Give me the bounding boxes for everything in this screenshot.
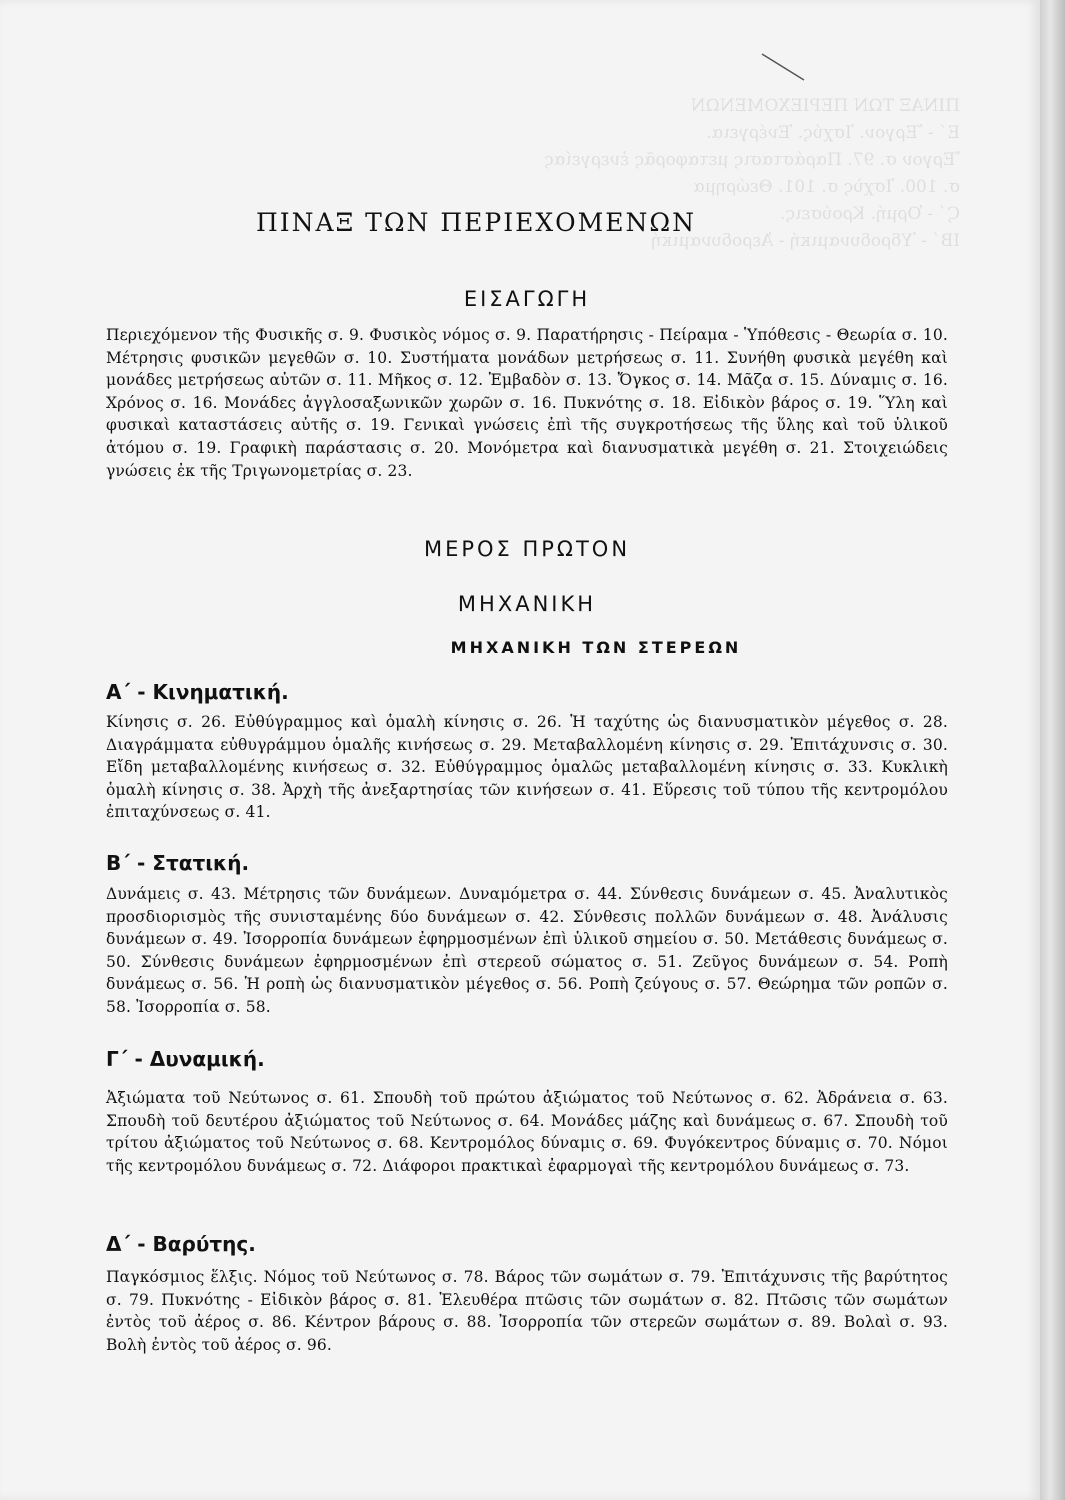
page-edge [1040, 0, 1065, 1500]
section-heading-statics: Β΄ - Στατική. [106, 851, 250, 875]
section-heading-kinematics: Α΄ - Κινηματική. [106, 680, 289, 704]
page-title: ΠΙΝΑΞ ΤΩΝ ΠΕΡΙΕΧΟΜΕΝΩΝ [256, 208, 696, 237]
section-text-gravity: Παγκόσμιος ἕλξις. Νόμος τοῦ Νεύτωνος σ. 78. Βάρος τῶν σωμάτων σ. 79. Ἐπιτάχυνσις τῆς βαρύτητος σ. 79. Πυκνότης - Εἰδικὸν βάρος σ. 81. Ἐλευθέρα πτῶσις τῶν σωμάτων σ. 82. Πτῶσις τῶν σωμάτων ἐντὸς τοῦ ἀέρος σ. 86. Κέντρον βάρους σ. 88. Ἰσορροπία τῶν στερεῶν σωμάτων σ. 89. Βολαὶ σ. 93. Βολὴ ἐντὸς τοῦ ἀέρος σ. 96. [106, 1268, 948, 1354]
part-subheading: ΜΗΧΑΝΙΚΗ ΤΩΝ ΣΤΕΡΕΩΝ [450, 638, 742, 657]
section-heading-dynamics: Γ΄ - Δυναμική. [106, 1047, 265, 1071]
pen-mark [760, 50, 820, 90]
section-text-statics: Δυνάμεις σ. 43. Μέτρησις τῶν δυνάμεων. Δυναμόμετρα σ. 44. Σύνθεσις δυνάμεων σ. 45. Ἀναλυτικὸς προσδιορισμὸς τῆς συνισταμένης δύο δυνάμεων σ. 42. Σύνθεσις πολλῶν δυνάμεων σ. 48. Ἀνάλυσις δυνάμεων σ. 49. Ἰσορροπία δυνάμεων ἐφηρμοσμένων ἐπὶ ὑλικοῦ σημείου σ. 50. Μετάθεσις δυνάμεως σ. 50. Σύνθεσις δυνάμεων ἐφηρμοσμένων ἐπὶ στερεοῦ σώματος σ. 51. Ζεῦγος δυνάμεων σ. 54. Ροπὴ δυνάμεως σ. 56. Ἡ ροπὴ ὡς διανυσματικὸν μέγεθος σ. 56. Ροπὴ ζεύγους σ. 57. Θεώρημα τῶν ροπῶν σ. 58. Ἰσορροπία σ. 58. [106, 885, 948, 1016]
part-heading: ΜΕΡΟΣ ΠΡΩΤΟΝ [423, 537, 631, 561]
introduction-heading: ΕΙΣΑΓΩΓΗ [463, 287, 591, 311]
section-heading-gravity: Δ΄ - Βαρύτης. [106, 1232, 256, 1256]
introduction-text: Περιεχόμενον τῆς Φυσικῆς σ. 9. Φυσικὸς νόμος σ. 9. Παρατήρησις - Πείραμα - Ὑπόθεσις - Θεωρία σ. 10. Μέτρησις φυσικῶν μεγεθῶν σ. 10. Συστήματα μονάδων μετρήσεως σ. 11. Συνήθη φυσικὰ μεγέθη καὶ μονάδες μετρήσεως αὐτῶν σ. 11. Μῆκος σ. 12. Ἐμβαδὸν σ. 13. Ὄγκος σ. 14. Μᾶζα σ. 15. Δύναμις σ. 16. Χρόνος σ. 16. Μονάδες ἀγγλοσαξωνικῶν χωρῶν σ. 16. Πυκνότης σ. 18. Εἰδικὸν βάρος σ. 19. Ὕλη καὶ φυσικαὶ καταστάσεις αὐτῆς σ. 19. Γενικαὶ γνώσεις ἐπὶ τῆς συγκροτήσεως τῆς ὕλης καὶ τοῦ ὑλικοῦ ἀτόμου σ. 19. Γραφικὴ παράστασις σ. 20. Μονόμετρα καὶ διανυσματικὰ μεγέθη σ. 21. Στοιχειώδεις γνώσεις ἐκ τῆς Τριγωνομετρίας σ. 23. [106, 326, 948, 480]
section-text-dynamics: Ἀξιώματα τοῦ Νεύτωνος σ. 61. Σπουδὴ τοῦ πρώτου ἀξιώματος τοῦ Νεύτωνος σ. 62. Ἀδράνεια σ. 63. Σπουδὴ τοῦ δευτέρου ἀξιώματος τοῦ Νεύτωνος σ. 64. Μονάδες μάζης καὶ δυνάμεως σ. 67. Σπουδὴ τοῦ τρίτου ἀξιώματος τοῦ Νεύτωνος σ. 68. Κεντρομόλος δύναμις σ. 69. Φυγόκεντρος δύναμις σ. 70. Νόμοι τῆς κεντρομόλου δυνάμεως σ. 72. Διάφοροι πρακτικαὶ ἐφαρμογαὶ τῆς κεντρομόλου δυνάμεως σ. 73. [106, 1089, 948, 1175]
section-text-kinematics: Κίνησις σ. 26. Εὐθύγραμμος καὶ ὁμαλὴ κίνησις σ. 26. Ἡ ταχύτης ὡς διανυσματικὸν μέγεθος σ. 28. Διαγράμματα εὐθυγράμμου ὁμαλῆς κινήσεως σ. 29. Μεταβαλλομένη κίνησις σ. 29. Ἐπιτάχυνσις σ. 30. Εἴδη μεταβαλλομένης κινήσεως σ. 32. Εὐθύγραμμος ὁμαλῶς μεταβαλλομένη κίνησις σ. 33. Κυκλικὴ ὁμαλὴ κίνησις σ. 38. Ἀρχὴ τῆς ἀνεξαρτησίας τῶν κινήσεων σ. 41. Εὕρεσις τοῦ τύπου τῆς κεντρομόλου ἐπιταχύνσεως σ. 41. [106, 713, 948, 822]
show-through-text: ΠΙΝΑΞ ΤΩΝ ΠΕΡΙΕΧΟΜΕΝΩΝ Ε΄ - Ἔργον. Ἰσχύς. Ἐνέργεια. Ἔργον σ. 97. Παράστασις μεταφορᾶς ἐνεργείας σ. 100. Ἰσχὺς σ. 101. Θεώρημα Ϛ΄ - Ὁρμή. Κρούσεις. ΙΒ΄ - Ὑδροδυναμική - Ἀεροδυναμική [544, 96, 960, 251]
part-subject: ΜΗΧΑΝΙΚΗ [457, 592, 597, 616]
